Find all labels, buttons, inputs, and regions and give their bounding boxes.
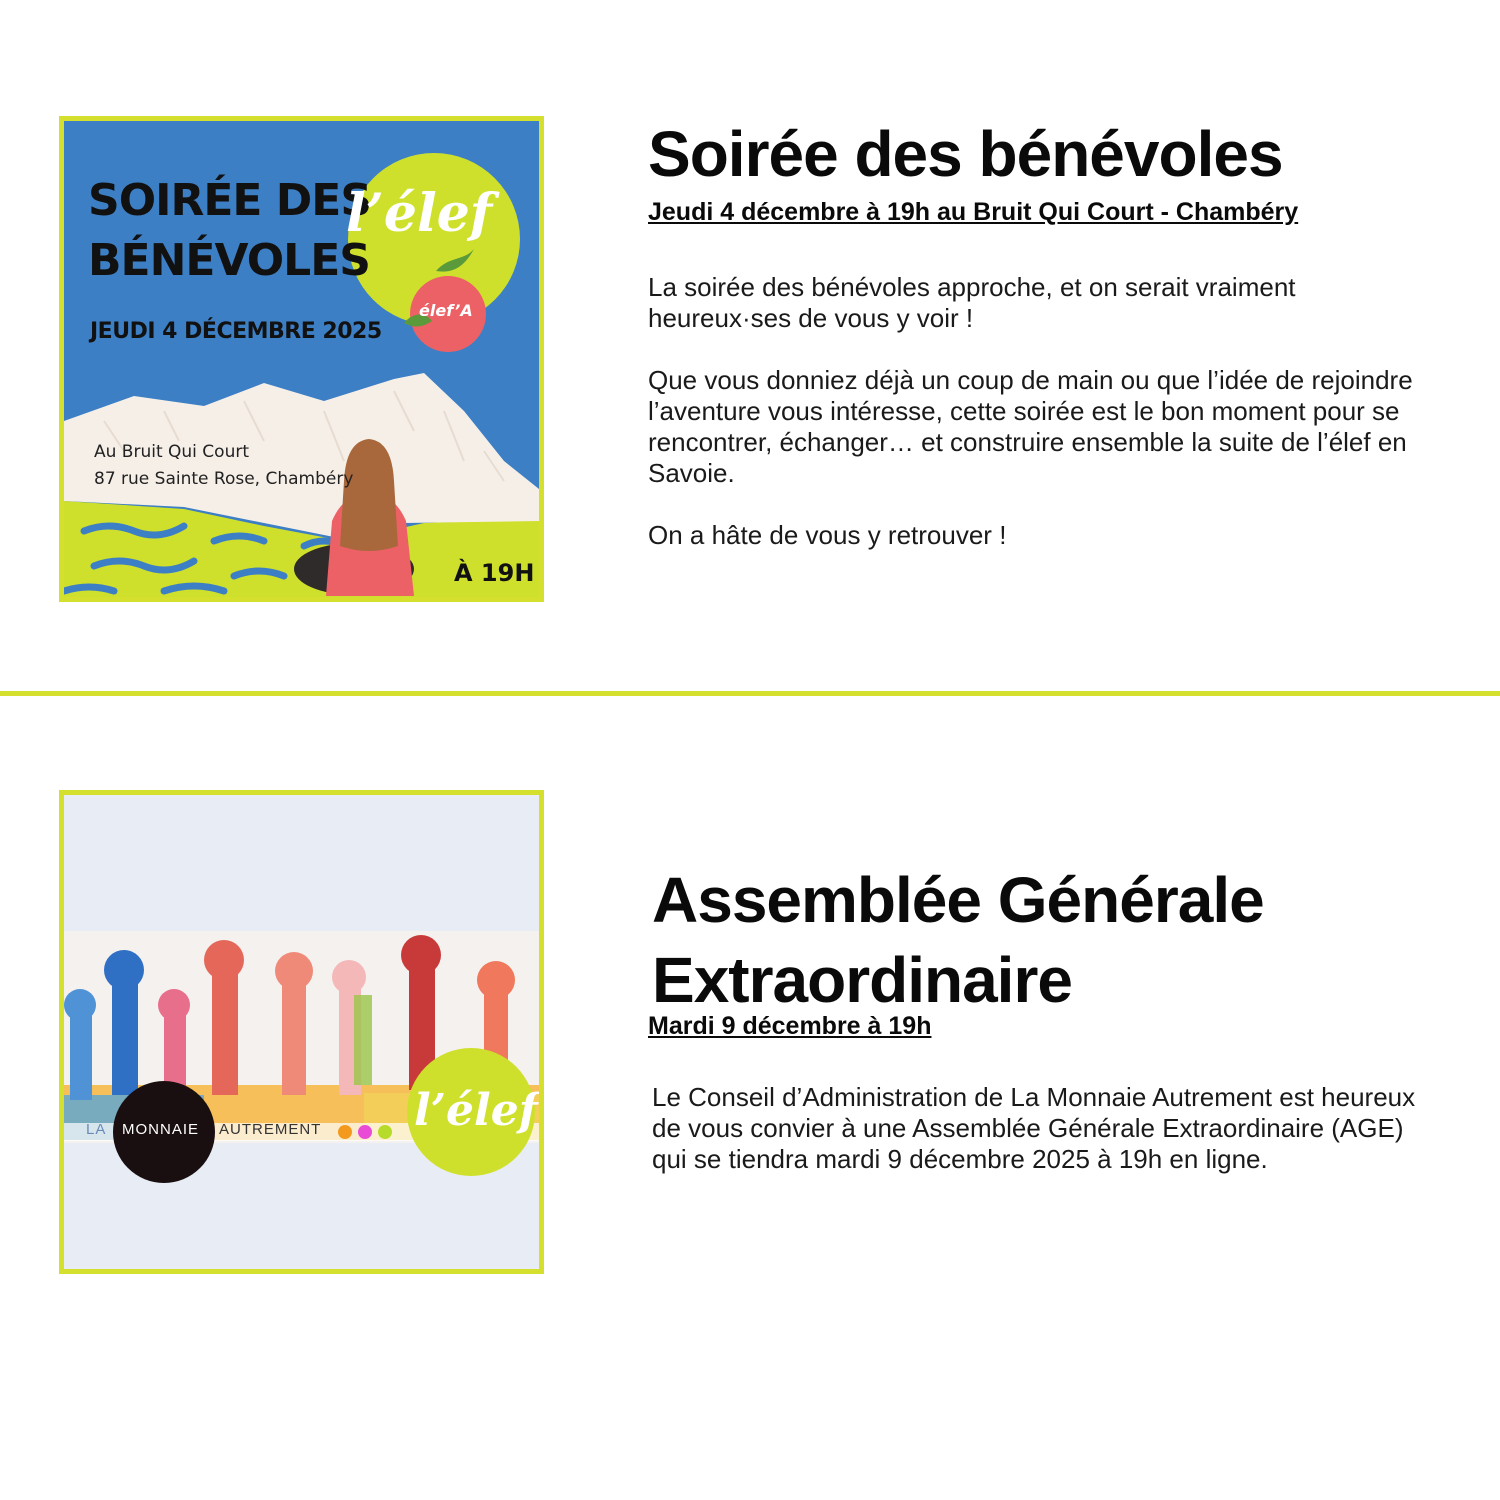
sublogo-text: élef’A (419, 301, 473, 320)
poster-time: À 19H (454, 559, 535, 587)
event2-title-line1: Assemblée Générale (652, 864, 1264, 936)
event1-paragraph: On a hâte de vous y retrouver ! (648, 520, 1007, 550)
poster-address: 87 rue Sainte Rose, Chambéry (94, 469, 354, 489)
event1-title: Soirée des bénévoles (648, 118, 1283, 190)
event2-poster (59, 790, 544, 1274)
event2-paragraph: Le Conseil d’Administration de La Monnaie Autrement est heureux de vous convier à une Assemblée Générale Extraordinaire (AGE) qui se tiendra mardi 9 décembre 2025 à 19h en ligne. (652, 1082, 1416, 1174)
event1-paragraph: La soirée des bénévoles approche, et on serait vraiment heureux·ses de vous y voir ! (648, 272, 1296, 333)
logo-text: l’élef (346, 183, 493, 244)
event2-title (652, 860, 1264, 1020)
section-divider (0, 691, 1500, 696)
monnaie-name: MONNAIE (122, 1121, 200, 1138)
event2-date: Mardi 9 décembre à 19h (648, 1012, 932, 1040)
event2-description (652, 1082, 1442, 1206)
logo-text: l’élef (414, 1085, 538, 1136)
monnaie-autrement: AUTREMENT (219, 1121, 322, 1138)
event1-paragraph: Que vous donniez déjà un coup de main ou que l’idée de rejoindre l’aventure vous intéresse, cette soirée est le bon moment pour se rencontrer, échanger… et construire ensemble la suite de l’élef en Savoie. (648, 365, 1413, 488)
event1-poster (59, 116, 544, 602)
hands-illustration (64, 795, 539, 1269)
poster-venue-name: Au Bruit Qui Court (94, 442, 250, 462)
poster-date: JEUDI 4 DÉCEMBRE 2025 (90, 319, 382, 344)
poster-venue (94, 439, 353, 493)
event2-title-line2: Extraordinaire (652, 944, 1072, 1016)
monnaie-la: LA (86, 1121, 107, 1138)
event1-description (648, 272, 1428, 582)
poster-title-line2: BÉNÉVOLES (88, 235, 370, 286)
event1-date: Jeudi 4 décembre à 19h au Bruit Qui Court - Chambéry (648, 198, 1299, 226)
poster-title-line1: SOIRÉE DES (88, 175, 372, 226)
